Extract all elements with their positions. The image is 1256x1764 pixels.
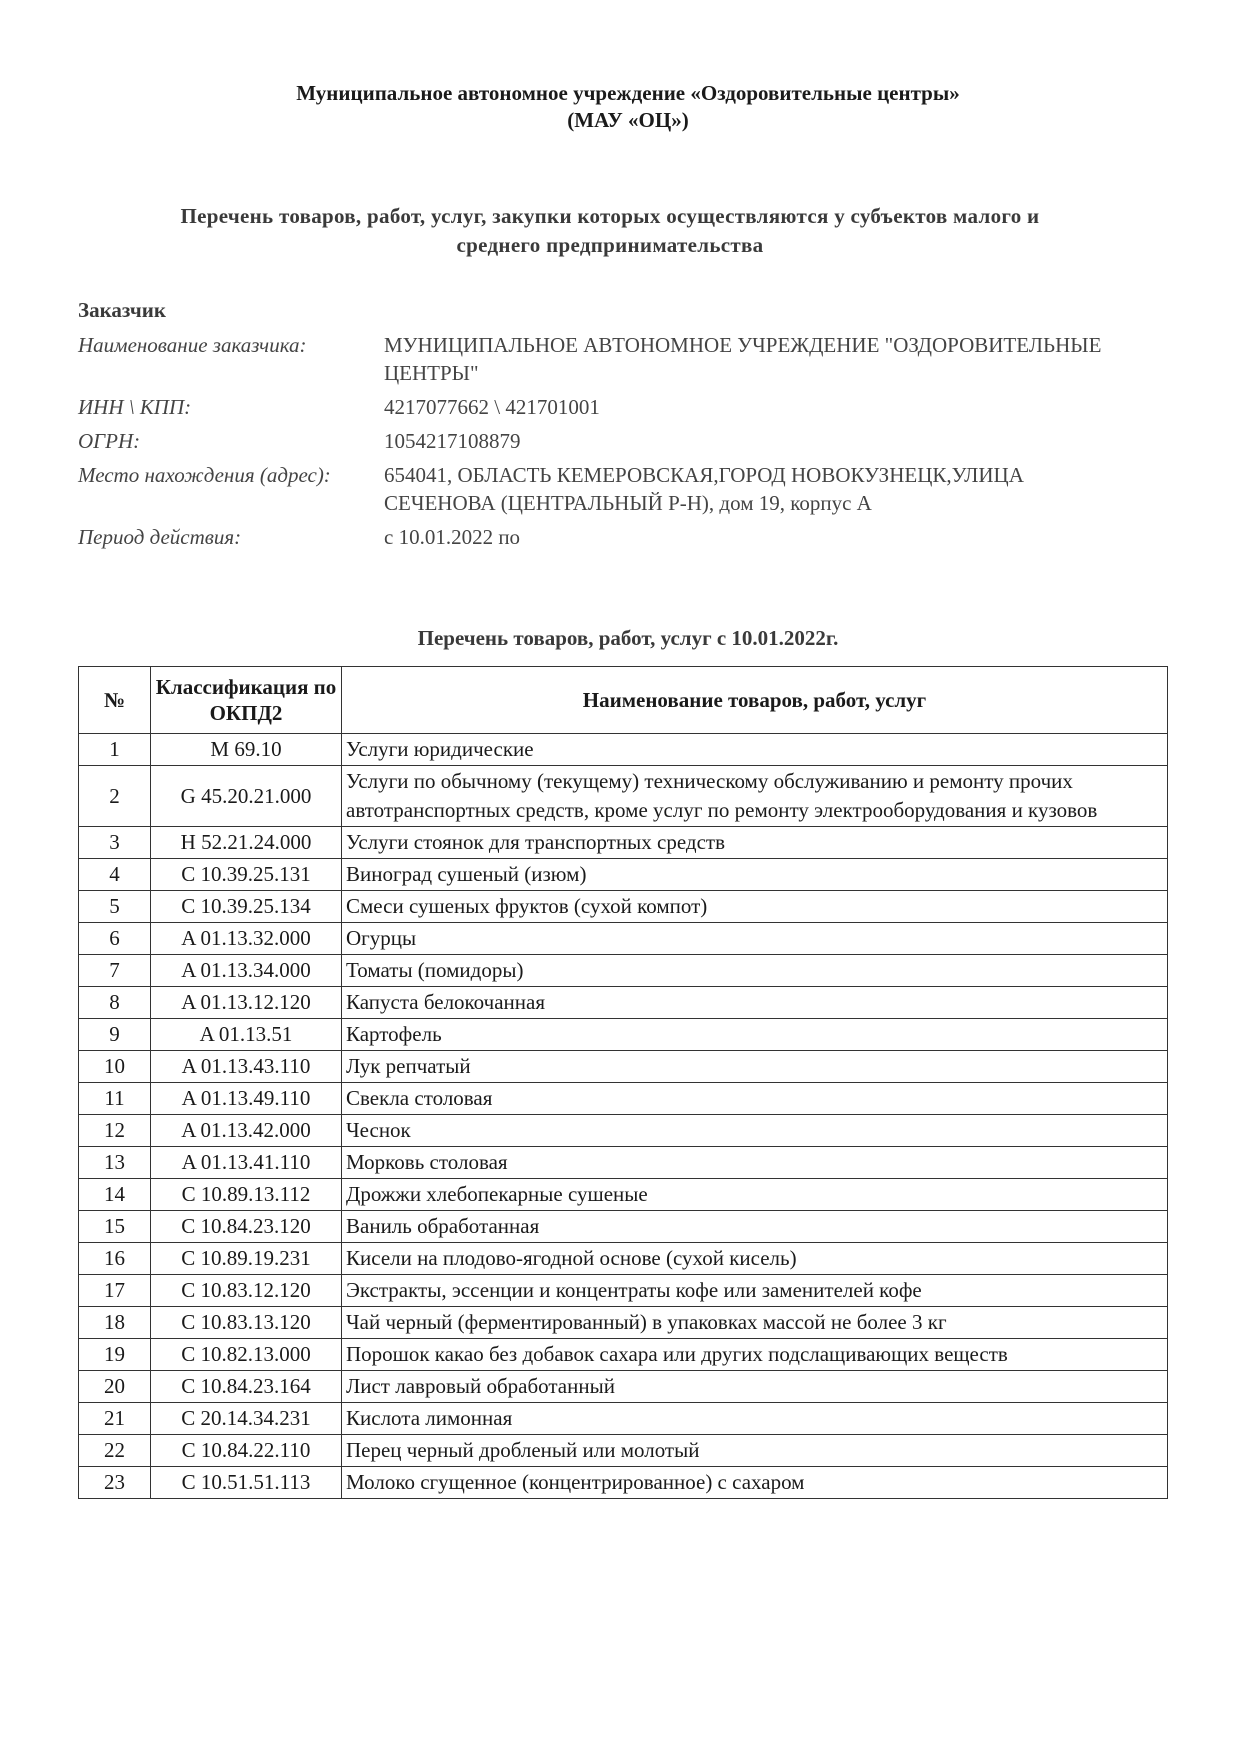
- row-number: 7: [79, 955, 151, 987]
- inn-kpp-row: [78, 393, 1138, 421]
- row-item-name: Кислота лимонная: [342, 1403, 1168, 1435]
- table-row: [79, 1275, 1168, 1307]
- items-table: [78, 666, 1168, 1499]
- organization-title: [0, 80, 1256, 134]
- row-okpd2-code: H 52.21.24.000: [151, 827, 342, 859]
- row-okpd2-code: C 10.84.23.164: [151, 1371, 342, 1403]
- row-item-name: Капуста белокочанная: [342, 987, 1168, 1019]
- row-item-name: Морковь столовая: [342, 1147, 1168, 1179]
- row-number: 11: [79, 1083, 151, 1115]
- customer-heading: Заказчик: [78, 298, 166, 322]
- header-item-name: Наименование товаров, работ, услуг: [342, 667, 1168, 734]
- table-header-row: [79, 667, 1168, 734]
- row-item-name: Перец черный дробленый или молотый: [342, 1435, 1168, 1467]
- address-label: Место нахождения (адрес):: [78, 463, 331, 487]
- row-item-name: Услуги по обычному (текущему) техническому обслуживанию и ремонту прочих автотранспортных средств, кроме услуг по ремонту электрооборудования и кузовов: [342, 766, 1168, 827]
- table-row: [79, 1051, 1168, 1083]
- row-number: 2: [79, 766, 151, 827]
- address-value: 654041, ОБЛАСТЬ КЕМЕРОВСКАЯ,ГОРОД НОВОКУЗНЕЦК,УЛИЦА СЕЧЕНОВА (ЦЕНТРАЛЬНЫЙ Р-Н), дом 19, корпус А: [384, 463, 1024, 515]
- row-item-name: Виноград сушеный (изюм): [342, 859, 1168, 891]
- row-okpd2-code: C 10.83.12.120: [151, 1275, 342, 1307]
- ogrn-label: ОГРН:: [78, 429, 141, 453]
- row-item-name: Свекла столовая: [342, 1083, 1168, 1115]
- period-row: [78, 523, 1138, 551]
- row-number: 21: [79, 1403, 151, 1435]
- row-number: 6: [79, 923, 151, 955]
- row-item-name: Экстракты, эссенции и концентраты кофе или заменителей кофе: [342, 1275, 1168, 1307]
- row-number: 9: [79, 1019, 151, 1051]
- row-number: 20: [79, 1371, 151, 1403]
- row-number: 22: [79, 1435, 151, 1467]
- row-number: 12: [79, 1115, 151, 1147]
- table-row: [79, 1339, 1168, 1371]
- row-item-name: Чеснок: [342, 1115, 1168, 1147]
- row-number: 16: [79, 1243, 151, 1275]
- customer-name-row: [78, 331, 1138, 387]
- table-row: [79, 1083, 1168, 1115]
- row-number: 14: [79, 1179, 151, 1211]
- row-number: 4: [79, 859, 151, 891]
- table-row: [79, 859, 1168, 891]
- document-title-line-2: среднего предпринимательства: [456, 233, 764, 257]
- row-number: 3: [79, 827, 151, 859]
- row-okpd2-code: C 10.82.13.000: [151, 1339, 342, 1371]
- row-okpd2-code: M 69.10: [151, 734, 342, 766]
- row-number: 23: [79, 1467, 151, 1499]
- row-item-name: Кисели на плодово-ягодной основе (сухой кисель): [342, 1243, 1168, 1275]
- organization-name: Муниципальное автономное учреждение «Оздоровительные центры»: [296, 81, 960, 105]
- table-row: [79, 891, 1168, 923]
- table-row: [79, 766, 1168, 827]
- table-row: [79, 1371, 1168, 1403]
- header-classification: Классификация по ОКПД2: [151, 667, 342, 734]
- table-row: [79, 1467, 1168, 1499]
- row-okpd2-code: A 01.13.34.000: [151, 955, 342, 987]
- row-okpd2-code: C 10.89.13.112: [151, 1179, 342, 1211]
- table-row: [79, 1115, 1168, 1147]
- row-number: 13: [79, 1147, 151, 1179]
- customer-info: [78, 331, 1138, 557]
- table-row: [79, 1403, 1168, 1435]
- row-item-name: Картофель: [342, 1019, 1168, 1051]
- period-label: Период действия:: [78, 525, 242, 549]
- address-row: [78, 461, 1138, 517]
- row-number: 17: [79, 1275, 151, 1307]
- row-item-name: Лук репчатый: [342, 1051, 1168, 1083]
- row-item-name: Услуги стоянок для транспортных средств: [342, 827, 1168, 859]
- table-row: [79, 827, 1168, 859]
- table-row: [79, 1147, 1168, 1179]
- table-row: [79, 1211, 1168, 1243]
- table-row: [79, 734, 1168, 766]
- document-title: [90, 202, 1130, 260]
- row-okpd2-code: A 01.13.12.120: [151, 987, 342, 1019]
- row-item-name: Огурцы: [342, 923, 1168, 955]
- row-okpd2-code: C 10.84.23.120: [151, 1211, 342, 1243]
- table-row: [79, 987, 1168, 1019]
- row-number: 10: [79, 1051, 151, 1083]
- row-okpd2-code: C 10.89.19.231: [151, 1243, 342, 1275]
- row-okpd2-code: A 01.13.41.110: [151, 1147, 342, 1179]
- ogrn-value: 1054217108879: [384, 429, 521, 453]
- customer-name-value: МУНИЦИПАЛЬНОЕ АВТОНОМНОЕ УЧРЕЖДЕНИЕ "ОЗДОРОВИТЕЛЬНЫЕ ЦЕНТРЫ": [384, 333, 1102, 385]
- row-item-name: Молоко сгущенное (концентрированное) с сахаром: [342, 1467, 1168, 1499]
- inn-kpp-value: 4217077662 \ 421701001: [384, 395, 600, 419]
- table-row: [79, 1179, 1168, 1211]
- row-okpd2-code: C 10.51.51.113: [151, 1467, 342, 1499]
- row-item-name: Томаты (помидоры): [342, 955, 1168, 987]
- table-row: [79, 1019, 1168, 1051]
- row-okpd2-code: C 10.84.22.110: [151, 1435, 342, 1467]
- row-okpd2-code: C 10.39.25.134: [151, 891, 342, 923]
- row-item-name: Дрожжи хлебопекарные сушеные: [342, 1179, 1168, 1211]
- list-title: Перечень товаров, работ, услуг с 10.01.2022г.: [417, 626, 839, 650]
- row-item-name: Смеси сушеных фруктов (сухой компот): [342, 891, 1168, 923]
- table-row: [79, 1435, 1168, 1467]
- row-number: 19: [79, 1339, 151, 1371]
- row-number: 8: [79, 987, 151, 1019]
- row-okpd2-code: C 10.83.13.120: [151, 1307, 342, 1339]
- table-row: [79, 1243, 1168, 1275]
- row-number: 5: [79, 891, 151, 923]
- period-value: с 10.01.2022 по: [384, 525, 521, 549]
- header-number: №: [79, 667, 151, 734]
- table-body: [79, 734, 1168, 1499]
- row-item-name: Лист лавровый обработанный: [342, 1371, 1168, 1403]
- row-item-name: Услуги юридические: [342, 734, 1168, 766]
- row-okpd2-code: C 20.14.34.231: [151, 1403, 342, 1435]
- row-okpd2-code: C 10.39.25.131: [151, 859, 342, 891]
- row-item-name: Порошок какао без добавок сахара или других подслащивающих веществ: [342, 1339, 1168, 1371]
- row-okpd2-code: A 01.13.43.110: [151, 1051, 342, 1083]
- document-title-line-1: Перечень товаров, работ, услуг, закупки которых осуществляются у субъектов малого и: [180, 204, 1040, 228]
- table-row: [79, 1307, 1168, 1339]
- row-number: 1: [79, 734, 151, 766]
- row-number: 15: [79, 1211, 151, 1243]
- table-row: [79, 923, 1168, 955]
- row-number: 18: [79, 1307, 151, 1339]
- row-okpd2-code: A 01.13.32.000: [151, 923, 342, 955]
- table-row: [79, 955, 1168, 987]
- row-okpd2-code: A 01.13.49.110: [151, 1083, 342, 1115]
- row-okpd2-code: G 45.20.21.000: [151, 766, 342, 827]
- row-item-name: Чай черный (ферментированный) в упаковках массой не более 3 кг: [342, 1307, 1168, 1339]
- row-item-name: Ваниль обработанная: [342, 1211, 1168, 1243]
- row-okpd2-code: A 01.13.51: [151, 1019, 342, 1051]
- row-okpd2-code: A 01.13.42.000: [151, 1115, 342, 1147]
- ogrn-row: [78, 427, 1138, 455]
- customer-name-label: Наименование заказчика:: [78, 333, 307, 357]
- inn-kpp-label: ИНН \ КПП:: [78, 395, 192, 419]
- organization-abbreviation: (МАУ «ОЦ»): [567, 108, 689, 132]
